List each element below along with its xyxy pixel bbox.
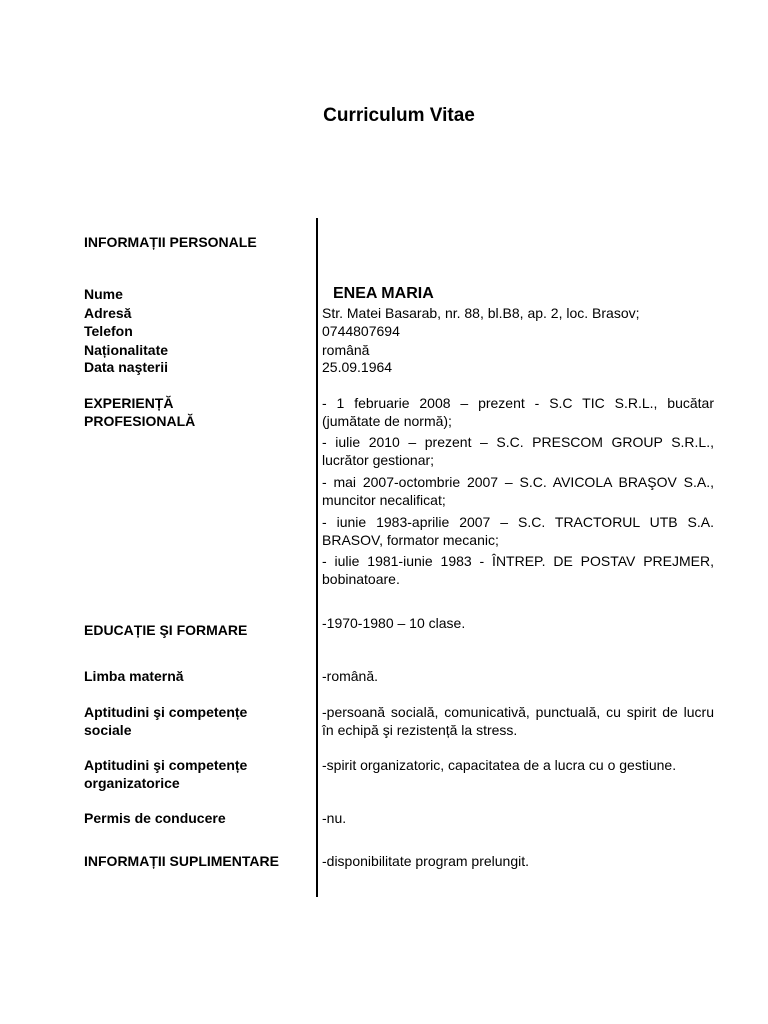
column-divider: [316, 218, 318, 897]
label-social-skills-line1: Aptitudini şi competențe: [84, 704, 248, 720]
value-phone: 0744807694: [322, 323, 400, 339]
label-nationality: Naționalitate: [84, 342, 169, 358]
value-name: ENEA MARIA: [333, 285, 434, 302]
label-name: Nume: [84, 286, 123, 302]
value-organizational-skills: -spirit organizatoric, capacitatea de a lucra cu o gestiune.: [322, 757, 677, 773]
label-address: Adresă: [84, 305, 132, 321]
value-address: Str. Matei Basarab, nr. 88, bl.B8, ap. 2, loc. Brasov;: [322, 305, 640, 321]
document-title: Curriculum Vitae: [323, 105, 475, 126]
value-additional-info: -disponibilitate program prelungit.: [322, 853, 529, 869]
label-phone: Telefon: [84, 323, 133, 339]
label-organizational-skills-line2: organizatorice: [84, 775, 180, 791]
section-experience-line1: EXPERIENȚĂ: [84, 395, 174, 411]
label-organizational-skills-line1: Aptitudini şi competențe: [84, 757, 248, 773]
section-personal-info: INFORMAȚII PERSONALE: [84, 234, 257, 250]
label-driving-license: Permis de conducere: [84, 810, 226, 826]
label-mother-tongue: Limba maternă: [84, 668, 184, 684]
experience-item: - mai 2007-octombrie 2007 – S.C. AVICOLA BRAŞOV S.A., muncitor necalificat;: [322, 474, 714, 508]
value-nationality: română: [322, 342, 370, 358]
value-mother-tongue: -română.: [322, 668, 379, 684]
experience-item: - iulie 2010 – prezent – S.C. PRESCOM GROUP S.R.L., lucrător gestionar;: [322, 434, 714, 468]
value-education: -1970-1980 – 10 clase.: [322, 615, 466, 631]
experience-item: - iulie 1981-iunie 1983 - ÎNTREP. DE POSTAV PREJMER, bobinatoare.: [322, 553, 714, 587]
experience-item: - iunie 1983-aprilie 2007 – S.C. TRACTORUL UTB S.A. BRASOV, formator mecanic;: [322, 514, 714, 548]
section-education: EDUCAȚIE ŞI FORMARE: [84, 622, 248, 638]
section-experience-line2: PROFESIONALĂ: [84, 413, 196, 429]
value-birth-date: 25.09.1964: [322, 359, 393, 375]
value-social-skills: -persoană socială, comunicativă, punctuală, cu spirit de lucru în echipă şi rezistență la stress.: [322, 704, 714, 738]
label-birth-date: Data naşterii: [84, 359, 169, 375]
section-additional-info: INFORMAȚII SUPLIMENTARE: [84, 853, 279, 869]
value-driving-license: -nu.: [322, 810, 347, 826]
label-social-skills-line2: sociale: [84, 722, 132, 738]
experience-item: - 1 februarie 2008 – prezent - S.C TIC S.R.L., bucătar (jumătate de normă);: [322, 395, 714, 429]
